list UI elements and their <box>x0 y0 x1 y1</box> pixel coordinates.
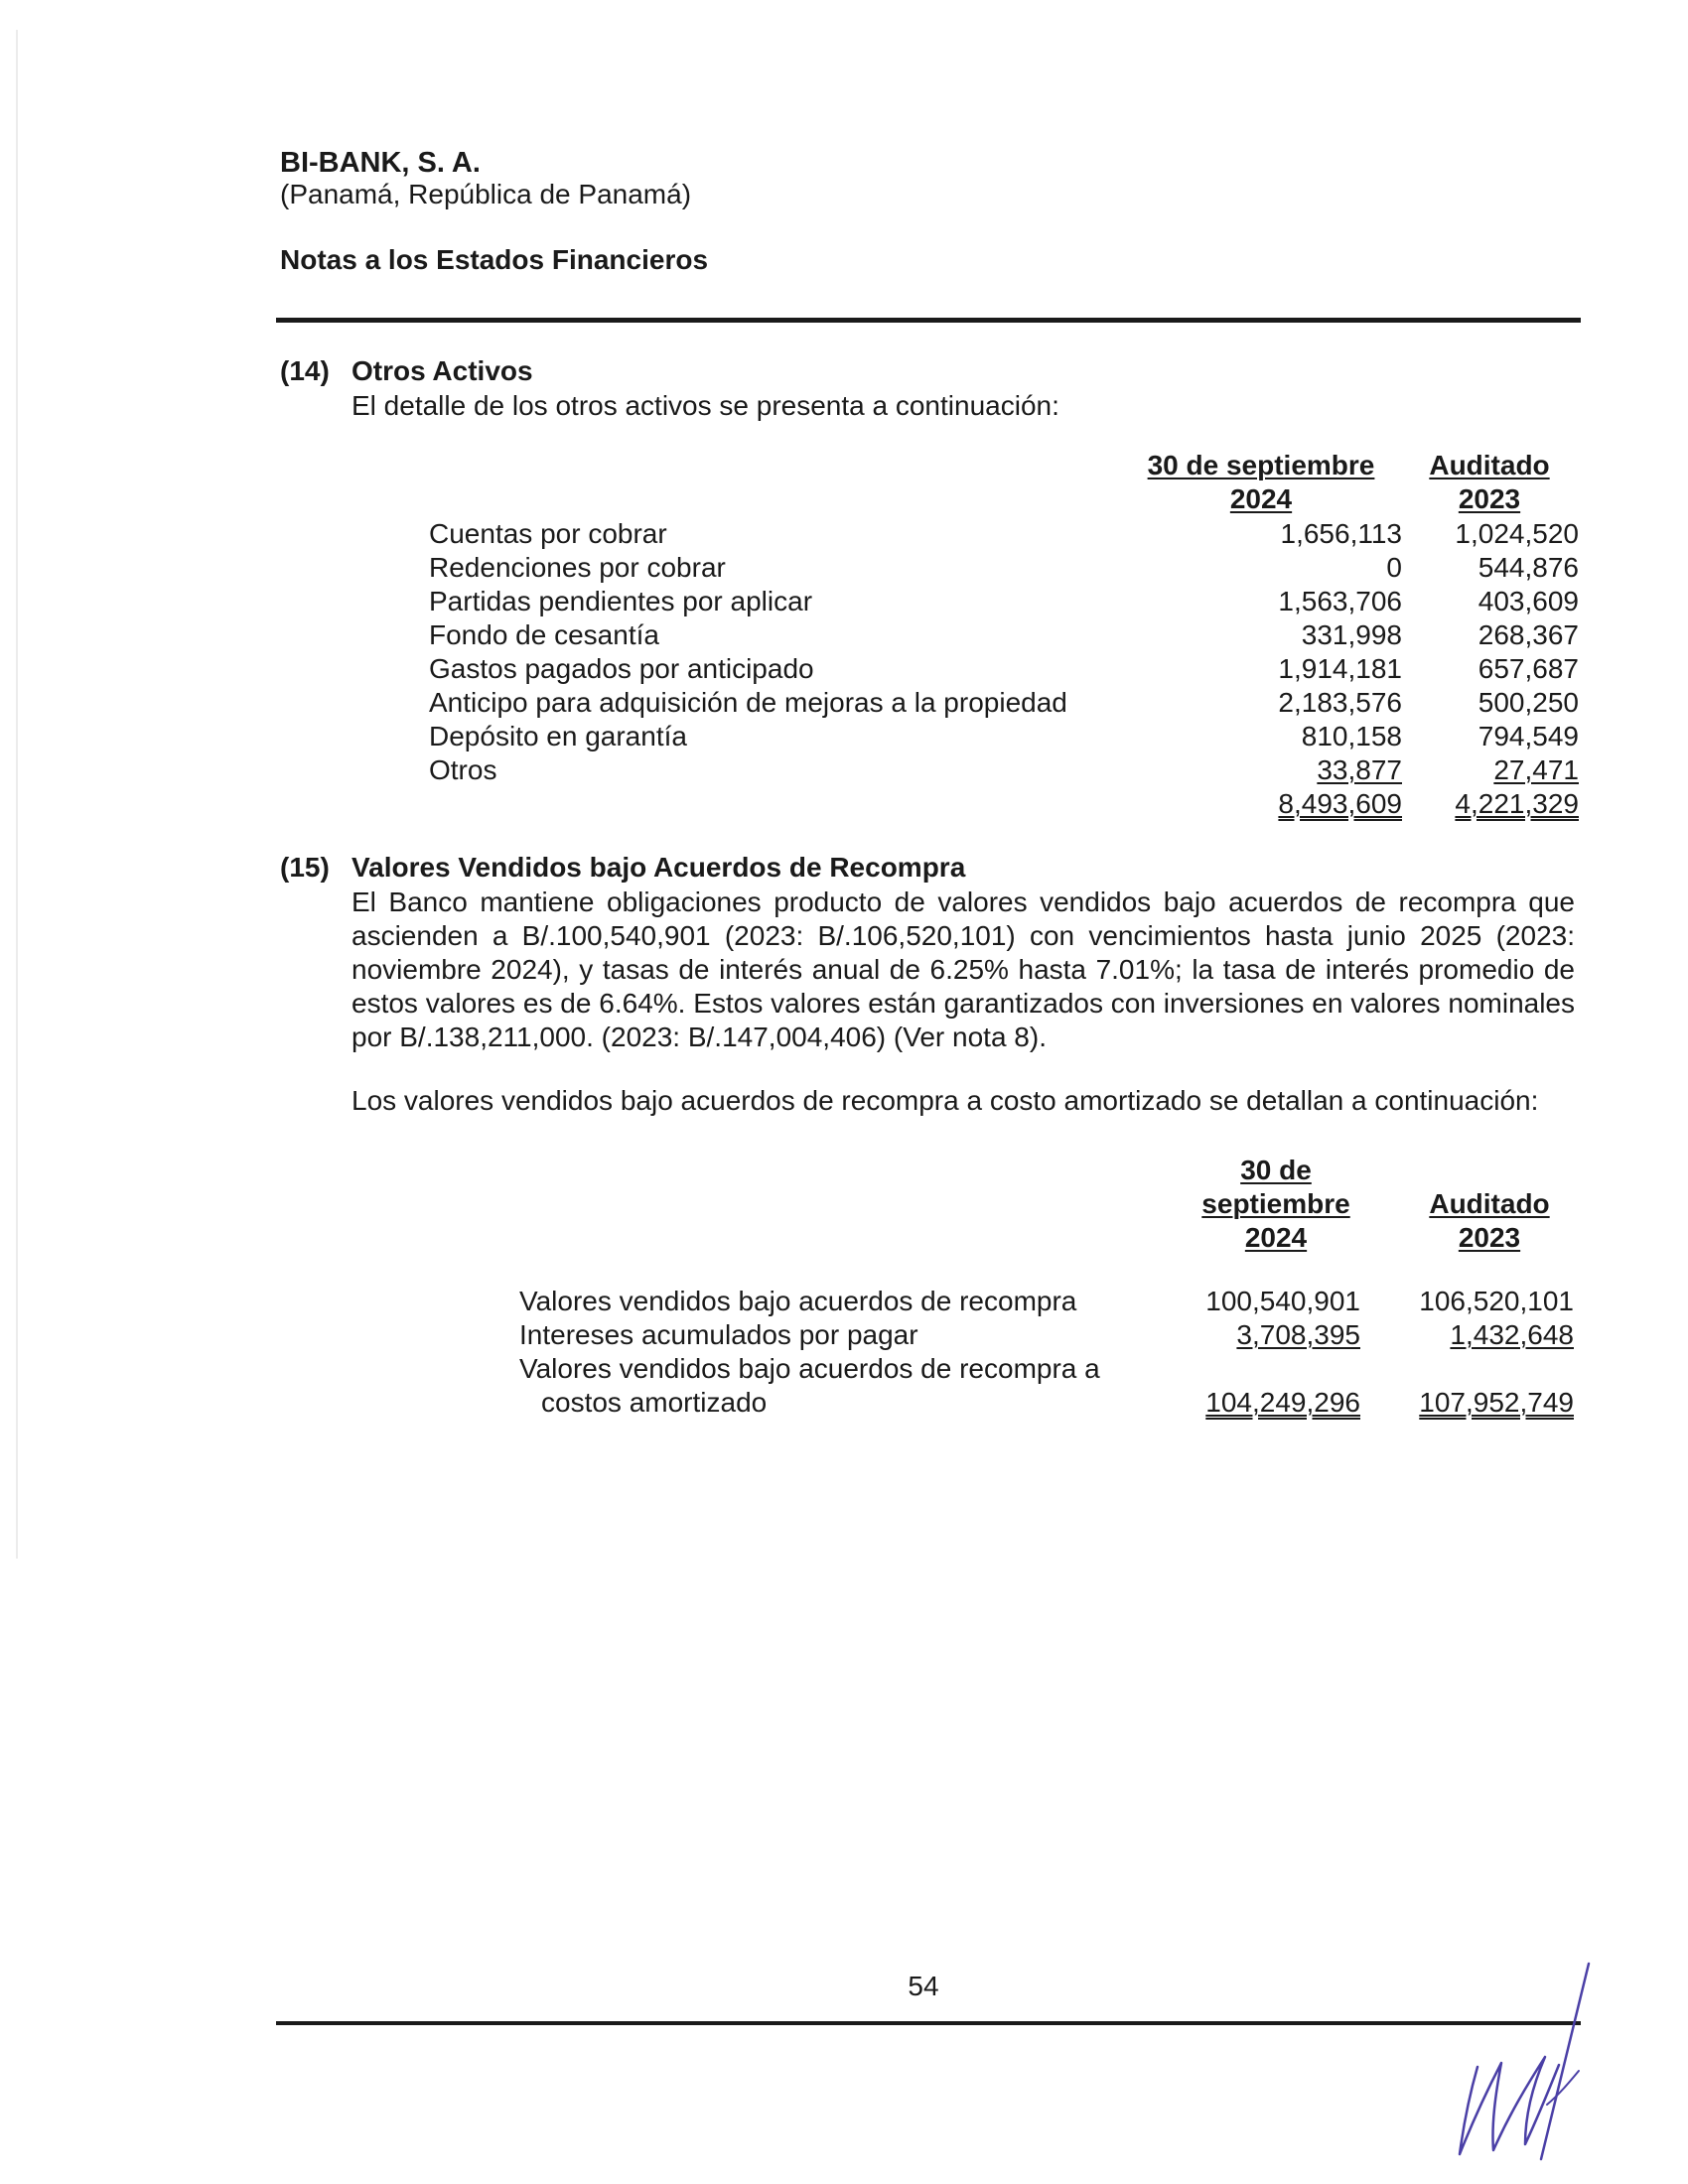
note-15-col-2024-line2: septiembre <box>1201 1188 1350 1219</box>
table-cell-value: 1,432,648 <box>1450 1319 1574 1350</box>
note-15-col-2024-line3: 2024 <box>1244 1222 1308 1253</box>
page-number: 54 <box>908 1971 939 2001</box>
note-14-col-2024-header <box>1132 449 1390 516</box>
total-value: 8,493,609 <box>1278 788 1402 819</box>
table-row-label: Depósito en garantía <box>429 721 687 751</box>
total-value: 104,249,296 <box>1205 1387 1360 1418</box>
note-14-col-2023-header <box>1400 449 1579 516</box>
table-row-label: Otros <box>429 754 497 785</box>
table-row-label: Partidas pendientes por aplicar <box>429 586 813 616</box>
table-cell-2023: 268,367 <box>1477 619 1579 650</box>
table-cell-2023: 403,609 <box>1477 586 1579 616</box>
total-label-line1: Valores vendidos bajo acuerdos de recompra a <box>519 1353 1100 1384</box>
note-15-total-2023 <box>1375 1386 1574 1420</box>
table-row-label: Fondo de cesantía <box>429 619 659 650</box>
table-row-label: Anticipo para adquisición de mejoras a la propiedad <box>429 687 1067 718</box>
table-cell-2024: 1,914,181 <box>1278 653 1402 684</box>
table-cell-2023: 1,024,520 <box>1455 518 1579 549</box>
table-row-label: Gastos pagados por anticipado <box>429 653 814 684</box>
table-cell-value: 3,708,395 <box>1236 1319 1360 1350</box>
table-cell-2024: 1,656,113 <box>1280 518 1402 549</box>
table-row-label: Intereses acumulados por pagar <box>519 1319 918 1350</box>
note-14-title: Otros Activos <box>352 355 533 386</box>
note-14-col-2024-line1: 30 de septiembre <box>1147 450 1375 480</box>
header-divider <box>276 318 1581 323</box>
table-cell-value: 27,471 <box>1493 754 1579 785</box>
note-15-col-2023-line2: 2023 <box>1458 1222 1521 1253</box>
table-cell-2024: 0 <box>1386 552 1402 583</box>
table-cell-2023: 794,549 <box>1477 721 1579 751</box>
footer-divider <box>276 2021 1581 2025</box>
table-cell-2023: 106,520,101 <box>1419 1286 1574 1316</box>
total-value: 107,952,749 <box>1419 1387 1574 1418</box>
table-cell-2024: 810,158 <box>1301 721 1402 751</box>
note-15-total-2024 <box>1162 1386 1360 1420</box>
table-cell-2024 <box>1192 753 1402 787</box>
total-value: 4,221,329 <box>1455 788 1579 819</box>
note-15-col-2023-header <box>1400 1187 1579 1255</box>
table-cell-value: 33,877 <box>1317 754 1402 785</box>
note-14-total-2024 <box>1192 787 1402 821</box>
note-14-col-2023-line1: Auditado <box>1429 450 1550 480</box>
note-15-paragraph: El Banco mantiene obligaciones producto de valores vendidos bajo acuerdos de recompra que ascienden a B/.100,540,901 (2023: B/.106,520,101) con vencimientos hasta junio 2025 (2023: noviembre 2024), y tasas de interés anual de 6.25% hasta 7.01%; la tasa de interés promedio de estos valores es de 6.64%. Estos valores están garantizados con inversiones en valores nominales por B/.138,211,000. (2023: B/.147,004,406) (Ver nota 8). <box>352 887 1575 1052</box>
company-location: (Panamá, República de Panamá) <box>280 179 692 209</box>
total-label-line2: costos amortizado <box>541 1387 768 1418</box>
company-name: BI-BANK, S. A. <box>280 147 481 179</box>
note-15-col-2023-line1: Auditado <box>1429 1188 1550 1219</box>
table-cell-2024: 100,540,901 <box>1205 1286 1360 1316</box>
note-14-intro: El detalle de los otros activos se presenta a continuación: <box>352 390 1059 421</box>
note-15-col-2024-header <box>1162 1154 1390 1255</box>
note-14-number: (14) <box>280 355 330 386</box>
table-cell-2024: 331,998 <box>1301 619 1402 650</box>
note-15-title: Valores Vendidos bajo Acuerdos de Recompra <box>352 852 966 883</box>
table-cell-2023 <box>1410 753 1579 787</box>
table-cell-2023 <box>1375 1318 1574 1352</box>
note-14-total-2023 <box>1410 787 1579 821</box>
table-row-label: Valores vendidos bajo acuerdos de recompra <box>519 1286 1077 1316</box>
table-row-label: Cuentas por cobrar <box>429 518 667 549</box>
document-title: Notas a los Estados Financieros <box>280 244 709 275</box>
scan-edge <box>16 30 18 1559</box>
note-15-col-2024-line1: 30 de <box>1240 1155 1312 1185</box>
table-cell-2024 <box>1162 1318 1360 1352</box>
note-15-number: (15) <box>280 852 330 883</box>
table-cell-2024: 2,183,576 <box>1278 687 1402 718</box>
table-cell-2023: 544,876 <box>1477 552 1579 583</box>
table-row-label: Redenciones por cobrar <box>429 552 726 583</box>
note-14-col-2024-line2: 2024 <box>1229 483 1293 514</box>
note-14-col-2023-line2: 2023 <box>1458 483 1521 514</box>
table-cell-2023: 500,250 <box>1477 687 1579 718</box>
note-15-paragraph-2: Los valores vendidos bajo acuerdos de recompra a costo amortizado se detallan a continuación: <box>352 1085 1539 1116</box>
table-cell-2023: 657,687 <box>1477 653 1579 684</box>
table-cell-2024: 1,563,706 <box>1278 586 1402 616</box>
signature-icon <box>1430 1956 1628 2164</box>
